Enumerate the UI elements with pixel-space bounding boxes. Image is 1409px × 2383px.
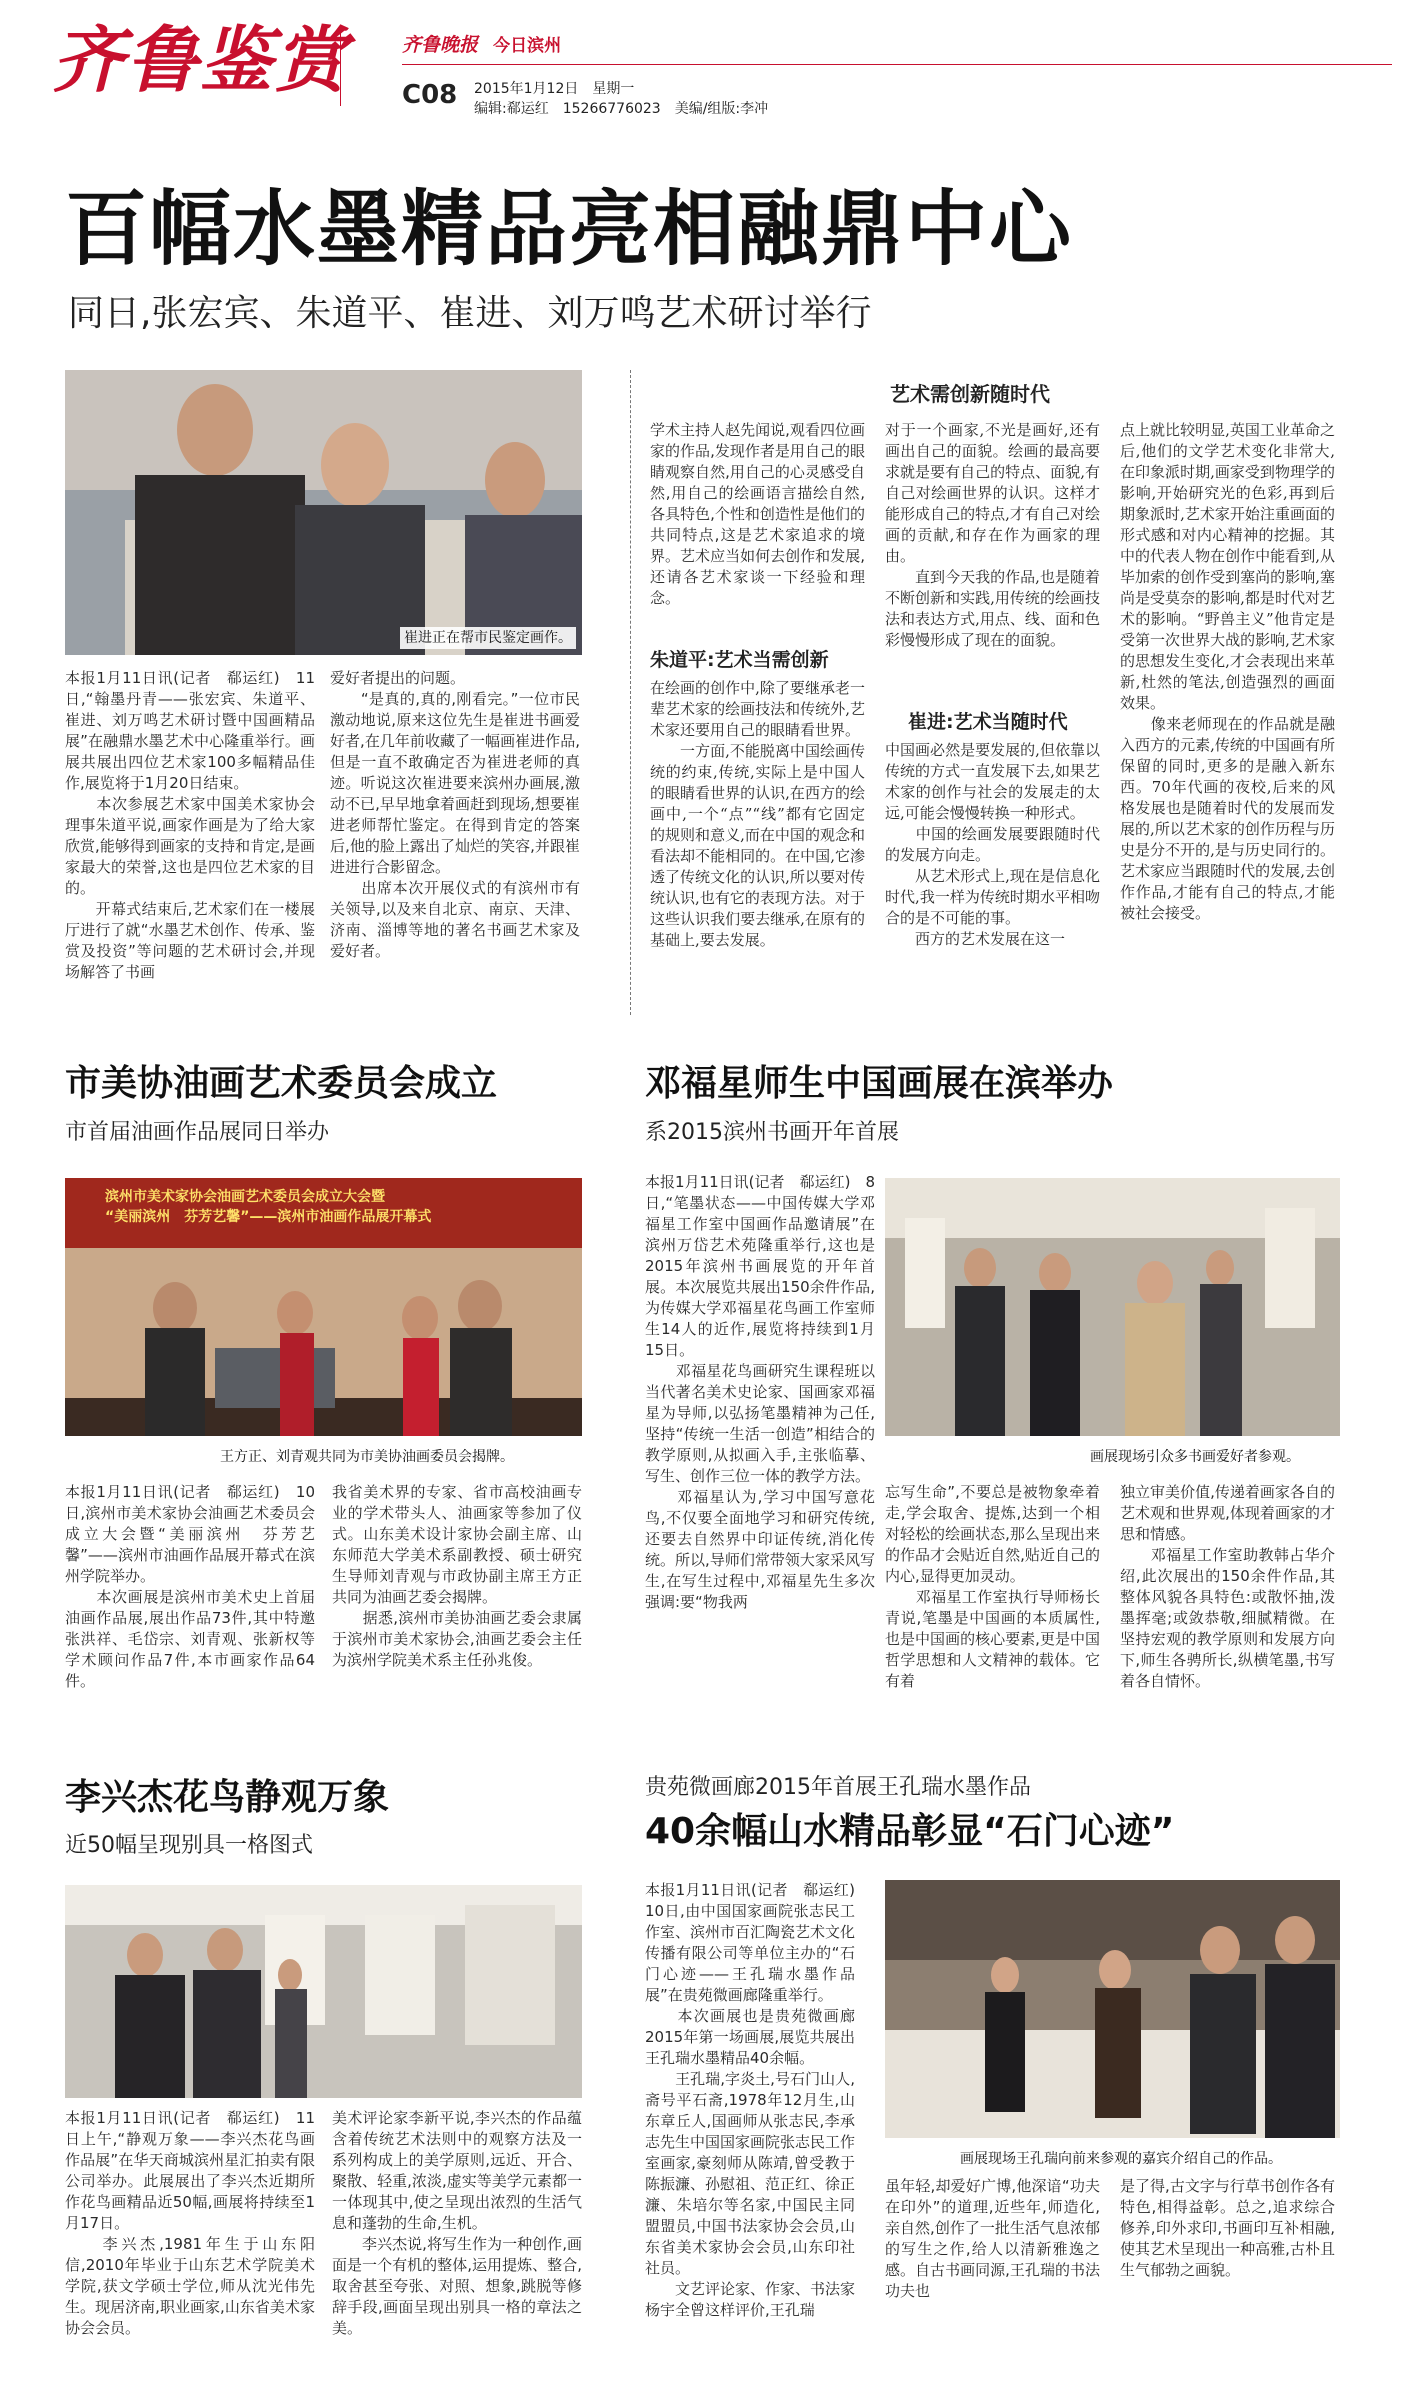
right3-col1: 本报1月11日讯(记者 郗运红) 10日,由中国国家画院张志民工作室、滨州市百汇陶瓷艺术文化传播有限公司等单位主办的“石门心迹——王孔瑞水墨作品展”在贵苑微画廊隆重举行。 本次画展也是贵苑微画廊2015年第一场画展,展览共展出王孔瑞水墨精品40余幅。 王孔瑞,字炎土,号石门山人,斋号平石斋,1978年12月生,山东章丘人,国画师从张志民,李承志先生中国国家画院张志民工作室画家,豪刻师从陈靖,曾受教于陈振濂、孙慰祖、范正红、徐正濂、朱培尔等名家,中国民主同盟盟员,中国书法家协会会员,山东省美术家协会会员,山东印社社员。 文艺评论家、作家、书法家杨宇全曾这样评价,王孔瑞 [645, 1881, 856, 2319]
right3-col2: 虽年轻,却爱好广博,他深谙“功夫在印外”的道理,近些年,师造化,亲自然,创作了一批生活气息浓郁的写生之作,给人以清新雅逸之感。自古书画同源,王孔瑞的书法功夫也 [885, 2177, 1100, 2300]
right2-photo [885, 1178, 1340, 1436]
brand-line [402, 30, 662, 56]
left2-banner-line2: “美丽滨州 芬芳艺馨”——滨州市油画作品展开幕式 [105, 1209, 432, 1225]
main-col3b: 在绘画的创作中,除了要继承老一辈艺术家的绘画技法和传统外,艺术家还要用自己的眼睛看世界。 一方面,不能脱离中国绘画传统的约束,传统,实际上是中国人的眼睛看世界的认识,在西方的绘画中,一个“点”“线”都有它固定的规则和意义,而在中国的观念和看法却不能相同的。在中国,它渗透了传统文化的认识,所以要对传统认识,也有它的表现方法。对于这些认识我们要去继承,在原有的基础上,要去发展。 [650, 679, 865, 949]
main-title: 百幅水墨精品亮相融鼎中心 [65, 182, 1074, 277]
main-col2: 爱好者提出的问题。 “是真的,真的,刚看完。”一位市民激动地说,原来这位先生是崔进书画爱好者,在几年前收藏了一幅画崔进作品,但是一直不敢确定否为崔进老师的真迹。听说这次崔进要来滨州办画展,激动不已,早早地拿着画赶到现场,想要崔进老师帮忙鉴定。在得到肯定的答案后,他的脸上露出了灿烂的笑容,并跟崔进进行合影留念。 出席本次开展仪式的有滨州市有关领导,以及来自北京、南京、天津、济南、淄博等地的著名书画艺术家及爱好者。 [330, 669, 580, 960]
right2-caption: 画展现场引众多书画爱好者参观。 [1090, 1449, 1300, 1465]
main-col4b: 中国画必然是要发展的,但依靠以传统的方式一直发展下去,如果艺术家的创作与社会的发展走的太远,可能会慢慢转换一种形式。 中国的绘画发展要跟随时代的发展方向走。 从艺术形式上,现在是信息化时代,我一样为传统时期水平相吻合的是不可能的事。 西方的艺术发展在这一 [885, 741, 1100, 948]
right3-kicker: 贵苑微画廊2015年首展王孔瑞水墨作品 [645, 1775, 1031, 1800]
left2-title: 市美协油画艺术委员会成立 [65, 1063, 498, 1104]
left2-col2: 我省美术界的专家、省市高校油画专业的学术带头人、油画家等参加了仪式。山东美术设计家协会副主席、山东师范大学美术系副教授、硕士研究生导师刘青观与市政协副主席王方正共同为油画艺委会揭牌。 据悉,滨州市美协油画艺委会隶属于滨州市美术家协会,油画艺委会主任为滨州学院美术系主任孙兆俊。 [332, 1483, 582, 1669]
right2-col2: 忘写生命”,不要总是被物象牵着走,学会取舍、提炼,达到一个相对轻松的绘画状态,那么呈现出来的作品才会贴近自然,贴近自己的内心,显得更加灵动。 邓福星工作室执行导师杨长青说,笔墨是中国画的本质属性,也是中国画的核心要素,更是中国哲学思想和人文精神的载体。它有着 [885, 1483, 1100, 1690]
left3-photo [65, 1885, 582, 2098]
left3-col2: 美术评论家李新平说,李兴杰的作品蕴含着传统艺术法则中的观察方法及一系列构成上的美学原则,远近、开合、聚散、轻重,浓淡,虚实等美学元素都一一体现其中,使之呈现出浓烈的生活气息和蓬勃的生命,生机。 李兴杰说,将写生作为一种创作,画面是一个有机的整体,运用提炼、整合,取舍甚至夸张、对照、想象,跳脱等修辞手段,画面呈现出别具一格的章法之美。 [332, 2109, 582, 2337]
right3-caption: 画展现场王孔瑞向前来参观的嘉宾介绍自己的作品。 [960, 2151, 1282, 2167]
main-divider [630, 370, 631, 1015]
right3-photo [885, 1880, 1340, 2138]
brand-name: 齐鲁晚报 [402, 34, 479, 56]
left2-subtitle: 市首届油画作品展同日举办 [65, 1120, 330, 1145]
left3-title: 李兴杰花鸟静观万象 [65, 1777, 390, 1818]
masthead [0, 0, 1409, 115]
left3-col1: 本报1月11日讯(记者 郗运红) 11日上午,“静观万象——李兴杰花鸟画作品展”在华天商城滨州星汇拍卖有限公司举办。此展展出了李兴杰近期所作花鸟画精品近50幅,画展将持续至1月17日。 李兴杰,1981年生于山东阳信,2010年毕业于山东艺术学院美术学院,获文学硕士学位,师从沈光伟先生。现居济南,职业画家,山东省美术家协会会员。 [65, 2109, 315, 2337]
right2-subtitle: 系2015滨州书画开年首展 [645, 1120, 899, 1145]
left2-banner-line1: 滨州市美术家协会油画艺术委员会成立大会暨 [105, 1189, 385, 1205]
left2-caption: 王方正、刘青观共同为市美协油画委员会揭牌。 [220, 1449, 514, 1465]
right3-col3: 是了得,古文字与行草书创作各有特色,相得益彰。总之,追求综合修养,印外求印,书画印互补相融,使其艺术呈现出一种高雅,古朴且生气郁勃之画貌。 [1120, 2177, 1335, 2279]
page-number: C08 [402, 80, 458, 110]
main-photo [65, 370, 582, 655]
left2-photo [65, 1178, 582, 1436]
main-col3: 学术主持人赵先闻说,观看四位画家的作品,发现作者是用自己的眼睛观察自然,用自己的心灵感受自然,用自己的绘画语言描绘自然,各具特色,个性和创造性是他们的共同特点,这是艺术家追求的境界。艺术应当如何去创作和发展,还请各艺术家谈一下经验和理念。 [650, 421, 865, 607]
right2-col3: 独立审美价值,传递着画家各自的艺术观和世界观,体现着画家的才思和情感。 邓福星工作室助教韩占华介绍,此次展出的150余件作品,其整体风貌各具特色:或散怀抽,泼墨挥毫;或敛恭敬,细腻精微。在坚持宏观的教学原则和发展方向下,师生各骋所长,纵横笔墨,书写着各自情怀。 [1120, 1483, 1335, 1690]
section-name: 今日滨州 [493, 36, 562, 56]
left3-subtitle: 近50幅呈现别具一格图式 [65, 1833, 313, 1858]
masthead-rule [402, 64, 1392, 65]
right2-col1: 本报1月11日讯(记者 郗运红) 8日,“笔墨状态——中国传媒大学邓福星工作室中国画作品邀请展”在滨州万岱艺术苑隆重举行,这也是2015年滨州书画展览的开年首展。本次展览共展出150余件作品,为传媒大学邓福星花鸟画工作室师生14人的近作,展览将持续到1月15日。 邓福星花鸟画研究生课程班以当代著名美术史论家、国画家邓福星为导师,以弘扬笔墨精神为己任,坚持“传统一生活一创造”相结合的教学原则,从拟画入手,主张临摹、写生、创作三位一体的教学方法。 邓福星认为,学习中国写意花鸟,不仅要全面地学习和研究传统,还要去自然界中印证传统,消化传统。所以,导师们常带领大家采风写生,在写生过程中,邓福星先生多次强调:要“物我两 [645, 1173, 875, 1611]
left2-col1: 本报1月11日讯(记者 郗运红) 10日,滨州市美术家协会油画艺术委员会成立大会暨“美丽滨州 芬芳艺馨”——滨州市油画作品展开幕式在滨州学院举办。 本次画展是滨州市美术史上首届油画作品展,展出作品73件,其中特邀张洪祥、毛岱宗、刘青观、张新权等学术顾问作品7件,本市画家作品64件。 [65, 1483, 315, 1690]
main-col1: 本报1月11日讯(记者 郗运红) 11日,“翰墨丹青——张宏宾、朱道平、崔进、刘万鸣艺术研讨暨中国画精品展”在融鼎水墨艺术中心隆重举行。画展共展出四位艺术家100多幅精品佳作,展览将于1月20日结束。 本次参展艺术家中国美术家协会理事朱道平说,画家作画是为了给大家欣赏,能够得到画家的支持和肯定,是画家最大的荣誉,这也是四位艺术家的目的。 开幕式结束后,艺术家们在一楼展厅进行了就“水墨艺术创作、传承、鉴赏及投资”等问题的艺术研讨会,并现场解答了书画 [65, 669, 315, 981]
col3-heading: 艺术需创新随时代 [890, 382, 1050, 406]
right2-title: 邓福星师生中国画展在滨举办 [645, 1063, 1114, 1104]
logo-seal [340, 28, 375, 106]
main-col4: 对于一个画家,不光是画好,还有画出自己的面貌。绘画的最高要求就是要有自己的特点、面貌,有自己对绘画世界的认识。这样才能形成自己的特点,才有自己对绘画的贡献,和存在作为画家的理由。 直到今天我的作品,也是随着不断创新和实践,用传统的绘画技法和表达方式,用点、线、面和色彩慢慢形成了现在的面貌。 [885, 421, 1100, 649]
zhu-heading: 朱道平:艺术当需创新 [650, 649, 829, 671]
main-photo-caption: 崔进正在帮市民鉴定画作。 [400, 627, 576, 649]
right3-title: 40余幅山水精品彰显“石门心迹” [645, 1811, 1175, 1852]
date-line: 2015年1月12日 星期一 [474, 81, 635, 97]
logo-text: 齐鲁鉴赏 [52, 17, 349, 102]
editor-line: 编辑:郗运红 15266776023 美编/组版:李冲 [474, 101, 769, 117]
cui-heading: 崔进:艺术当随时代 [908, 711, 1068, 733]
main-subtitle: 同日,张宏宾、朱道平、崔进、刘万鸣艺术研讨举行 [68, 293, 872, 334]
main-col5: 点上就比较明显,英国工业革命之后,他们的文学艺术变化非常大,在印象派时期,画家受到物理学的影响,开始研究光的色彩,再到后期象派时,艺术家开始注重画面的形式感和对内心精神的挖掘。其中的代表人物在创作中能看到,从毕加索的创作受到塞尚的影响,塞尚是受莫奈的影响,都是时代对艺术的影响。“野兽主义”他肯定是受第一次世界大战的影响,艺术家的思想发生变化,才会表现出来革新,杜然的笔法,创造强烈的画面效果。 像来老师现在的作品就是融入西方的元素,传统的中国画有所保留的同时,更多的是融入新东西。70年代画的夜校,后来的风格发展也是随着时代的发展而发展的,所以艺术家的创作历程与历史是分不开的,是与历史同行的。艺术家应当跟随时代的发展,去创作作品,才能有自己的特点,才能被社会接受。 [1120, 421, 1335, 922]
